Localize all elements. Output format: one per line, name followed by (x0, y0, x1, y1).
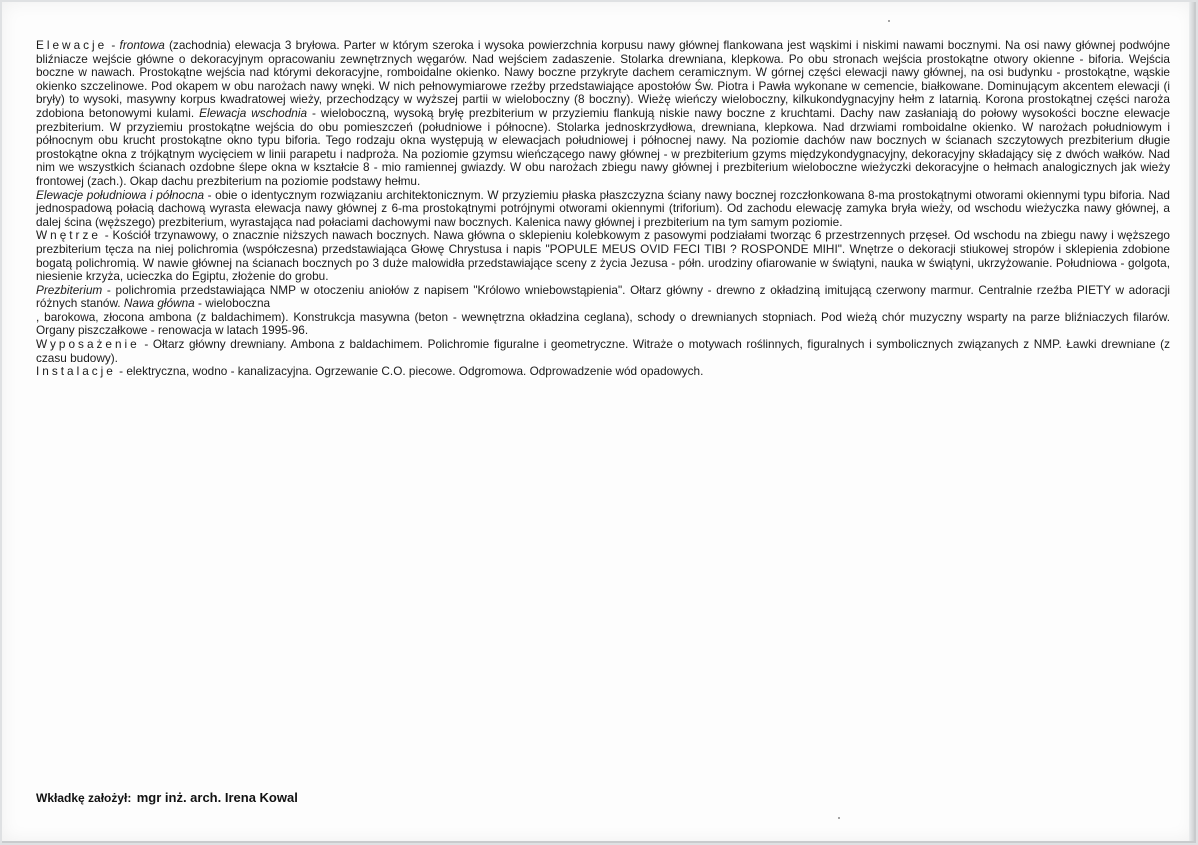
label-frontowa: frontowa (119, 38, 165, 52)
text-wnetrze: - Kościół trzynawowy, o znacznie niższych nawach bocznych. Nawa główna o sklepieniu kolebkowym z pasowymi podziałami tworząc 6 przestrzennych przęseł. Od wschodu na zbiegu nawy i węższego prezbiterium tęcza na niej polichromia (współczesna) przedstawiająca Głowę Chrystusa i napis "POPULE MEUS OVID FECI TIBI ? ROSPONDE MIHI". Wnętrze o dekoracji stiukowej stropów i sklepienia zdobione bogatą polichromią. W nawie głównej na ścianach bocznych po 3 duże malowidła przedstawiające sceny z życia Jezusa - półn. urodziny ofiarowanie w świątyni, nauka w świątyni, ukrzyżowanie. Południowa - golgota, niesienie krzyża, ucieczka do Egiptu, złożenie do grobu. (36, 228, 1170, 284)
author-signature-line (36, 790, 298, 805)
paper-edge (1189, 2, 1194, 841)
footer-label: Wkładkę założył: (36, 791, 132, 805)
text-prezbiterium: - polichromia przedstawiająca NMP w otoczeniu aniołów z napisem "Królowo wniebowstąpienia". Ołtarz główny - drewno z okładziną imitującą czerwony marmur. Centralnie rzeźba PIETY w adoracji różnych stanów. (36, 282, 1170, 311)
paragraph-wyposazenie (36, 338, 1170, 365)
label-wschodnia: Elewacja wschodnia (199, 105, 308, 120)
author-name: mgr inż. arch. Irena Kowal (136, 790, 298, 805)
paragraph-elewacje: Elewacje - frontowa (zachodnia) elewacja 3 bryłowa. Parter w którym szeroka i wysoka powierzchnia korpusu nawy głównej flankowana jest wąskimi i niskimi nawami bocznymi. Na osi nawy głównej podwójne bliźniacze wejście główne o dekoracyjnym opracowaniu zewnętrznych węgarów. Nad wejściem zadaszenie. Stolarka drewniana, klepkowa. Po obu stronach wejścia prostokątne otwory okienne - biforia. Wejścia boczne w nawach. Prostokątne wejścia nad którymi dekoracyjne, romboidalne okienko. Nawy boczne przykryte dachem ceramicznym. W górnej części elewacji nawy głównej, na osi budynku - prostokątne, wąskie okienko szczelinowe. Pod okapem w obu narożach nawy wnęki. W nich pełnowymiarowe rzeźby przedstawiające apostołów Św. Piotra i Pawła wykonane w cemencie, białkowane. Dominującym akcentem elewacji (i bryły) to wysoki, masywny korpus kwadratowej wieży, przechodzący w wyższej partii w wieloboczny (8 boczny). Wieżę wieńczy wieloboczny, kilkukondygnacyjny hełm z latarnią. Korona prostokątnej części naroża zdobiona betonowymi kulami. Elewacja wschodnia - wieloboczną, wysoką bryłę prezbiterium w przyziemiu flankują niskie nawy boczne z kruchtami. Dachy naw zasłaniają do połowy wysokości boczne elewacje prezbiterium. W przyziemiu prostokątne wejścia do obu pomieszczeń (południowe i północne). Stolarka jednoskrzydłowa, drewniana, klepkowa. Nad drzwiami romboidalne okienko. W narożach południowym i północnym obu krucht prostokątne okno typu biforia. Tego rodzaju okna występują w elewacjach południowej i północnej nawy. Na poziomie dachów naw bocznych w ścianach szczytowych prezbiterium długie prostokątne okna z trójkątnym wycięciem w linii parapetu i nadproża. Na poziomie gzymsu wieńczącego nawy głównej - w prezbiterium gzyms międzykondygnacyjny, dekoracyjny składający się z dwóch wałków. Nad nim we wszystkich ścianach ozdobne ślepe okna w kształcie 8 - mio ramiennej gwiazdy. W obu narożach zbiegu nawy głównej i prezbiterium wieloboczne wieżyczki dekoracyjne o hełmach analogicznych jak wieży frontowej (zach.). Okap dachu prezbiterium na poziomie podstawy hełmu. (36, 38, 1171, 188)
document-sheet (2, 2, 1196, 843)
label-nawa-glowna: Nawa główna (123, 296, 195, 311)
label-wyposazenie: Wyposażenie (36, 337, 140, 352)
paragraph-wnetrze (36, 229, 1170, 283)
paragraph-instalacje (36, 365, 1170, 379)
text-instalacje: - elektryczna, wodno - kanalizacyjna. Ogrzewanie C.O. piecowe. Odgromowa. Odprowadzenie wód opadowych. (119, 364, 704, 379)
text-frontowa: (zachodnia) elewacja 3 bryłowa. Parter w którym szeroka i wysoka powierzchnia korpusu nawy głównej flankowana jest wąskimi i niskimi nawami bocznymi. Na osi nawy głównej podwójne bliźniacze wejście główne o dekoracyjnym opracowaniu zewnętrznych węgarów. Nad wejściem zadaszenie. Stolarka drewniana, klepkowa. Po obu stronach wejścia prostokątne otwory okienne - biforia. Wejścia boczne w nawach. Prostokątne wejścia nad którymi dekoracyjne, romboidalne okienko. Nawy boczne przykryte dachem ceramicznym. W górnej części elewacji nawy głównej, na osi budynku - prostokątne, wąskie okienko szczelinowe. Pod okapem w obu narożach nawy wnęki. W nich pełnowymiarowe rzeźby przedstawiające apostołów Św. Piotra i Pawła wykonane w cemencie, białkowane. Dominującym akcentem elewacji (i bryły) to wysoki, masywny korpus kwadratowej wieży, przechodzący w wyższej partii w wieloboczny (8 boczny). Wieżę wieńczy wieloboczny, kilkukondygnacyjny hełm z latarnią. Korona prostokątnej części naroża zdobiona betonowymi kulami. (36, 38, 1171, 120)
text-wschodnia: - wieloboczną, wysoką bryłę prezbiterium w przyziemiu flankują niskie nawy boczne z kruchtami. Dachy naw zasłaniają do połowy wysokości boczne elewacje prezbiterium. W przyziemiu prostokątne wejścia do obu pomieszczeń (południowe i północne). Stolarka jednoskrzydłowa, drewniana, klepkowa. Nad drzwiami romboidalne okienko. W narożach południowym i północnym obu krucht prostokątne okno typu biforia. Tego rodzaju okna występują w elewacjach południowej i północnej nawy. Na poziomie dachów naw bocznych w ścianach szczytowych prezbiterium długie prostokątne okna z trójkątnym wycięciem w linii parapetu i nadproża. Na poziomie gzymsu wieńczącego nawy głównej - w prezbiterium gzyms międzykondygnacyjny, dekoracyjny składający się z dwóch wałków. Nad nim we wszystkich ścianach ozdobne ślepe okna w kształcie 8 - mio ramiennej gwiazdy. W obu narożach zbiegu nawy głównej i prezbiterium wieloboczne wieżyczki dekoracyjne o hełmach analogicznych jak wieży frontowej (zach.). Okap dachu prezbiterium na poziomie podstawy hełmu. (36, 105, 1170, 188)
document-body (36, 39, 1170, 379)
paragraph-prezbiterium (36, 284, 1170, 311)
text-wyposazenie: - Ołtarz główny drewniany. Ambona z baldachimem. Polichromie figuralne i geometryczne. Witraże o motywach roślinnych, figuralnych i symbolicznych związanych z NMP. Ławki drewniane (z czasu budowy). (36, 337, 1170, 365)
label-poludniowa: Elewacje południowa i północna (36, 187, 205, 202)
label-instalacje: Instalacje (36, 364, 116, 379)
label-wnetrze: Wnętrze (36, 228, 101, 243)
paragraph-ambona (36, 311, 1170, 338)
scan-speck (838, 817, 840, 819)
label-prezbiterium: Prezbiterium (36, 282, 103, 297)
text-poludniowa: - obie o identycznym rozwiązaniu architektonicznym. W przyziemiu płaska płaszczyzna ściany nawy bocznej rozczłonkowana 8-ma prostokątnymi otworami okiennymi typu biforia. Nad jednospadową połacią dachową wyrasta elewacja nawy głównej z 6-ma prostokątnymi potrójnymi otworami okiennymi (triforium). Od zachodu elewację zamyka bryła wieży, od wschodu wieżyczka nawy głównej, a dalej ścina (węższego) prezbiterium, wyrastająca nad połaciami dachowymi naw bocznych. Kalenica nawy głównej i prezbiterium na tym samym poziomie. (36, 187, 1170, 229)
scan-speck (888, 20, 890, 22)
text-ambona: , barokowa, złocona ambona (z baldachimem). Konstrukcja masywna (beton - wewnętrzna okładzina ceglana), schody o drewnianych stopniach. Pod wieżą chór muzyczny wsparty na parze bliźniaczych filarów. Organy piszczałkowe - renowacja w latach 1995-96. (36, 309, 1170, 338)
paragraph-poludniowa (36, 189, 1170, 230)
text-nawa-glowna: - wieloboczna (197, 296, 271, 311)
label-elewacje: Elewacje (36, 38, 108, 52)
